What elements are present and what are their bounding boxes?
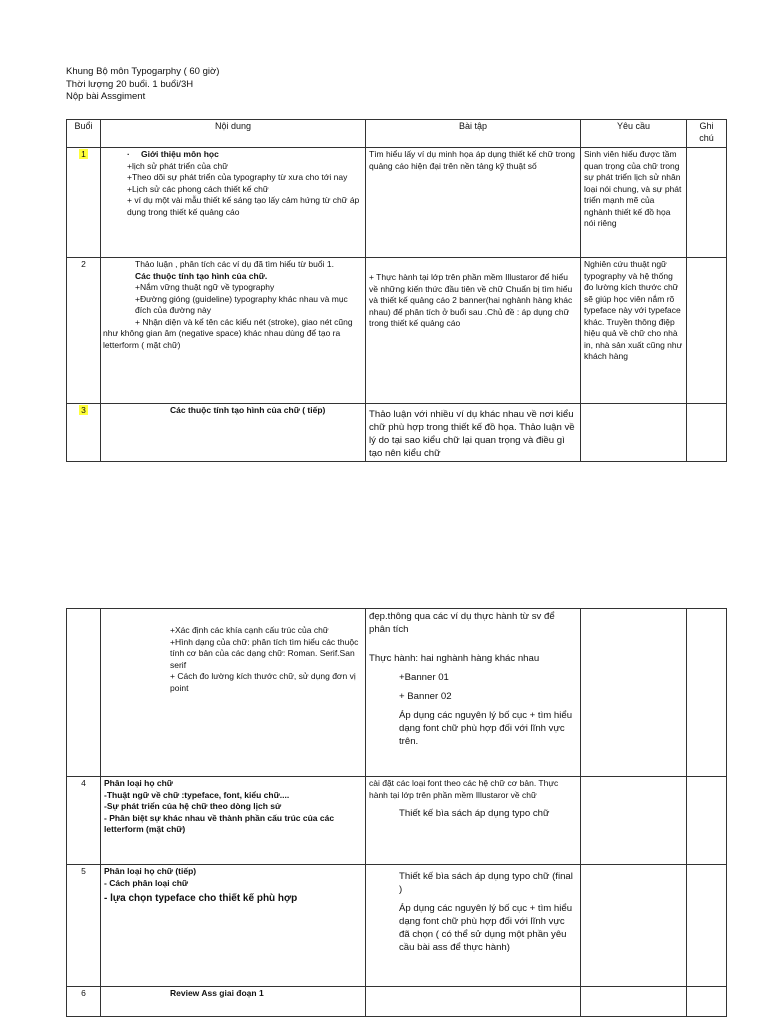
content-title: Các thuộc tính tạo hình của chữ. — [135, 270, 268, 281]
content-line: +Lịch sử các phong cách thiết kế chữ — [127, 183, 269, 194]
content-title: Review Ass giai đoạn 1 — [101, 987, 366, 1017]
content-title: Các thuộc tính tạo hình của chữ ( tiếp) — [101, 404, 366, 462]
table-row — [67, 777, 727, 865]
content-line: +Nắm vững thuật ngữ về typography — [135, 282, 275, 292]
content-line: + ví dụ một vài mẫu thiết kế sáng tạo lấy cảm hứng từ chữ áp dụng trong thiết kế quảng cáo — [127, 195, 360, 217]
content-cell — [101, 258, 366, 404]
note-cell — [687, 865, 727, 987]
header-line-submission: Nộp bài Assgiment — [66, 91, 146, 102]
session-number: 6 — [67, 987, 101, 1017]
exercise-line: Áp dụng các nguyên lý bố cục + tìm hiểu dạng font chữ phù hợp đối với lĩnh vực đã chọn ( có thể sử dụng một phần yêu cầu bài ass để thực hành) — [399, 903, 573, 953]
exercise-line: Thực hành: hai nghành hàng khác nhau — [369, 653, 540, 664]
note-cell — [687, 987, 727, 1017]
content-line: +Xác định các khía cạnh cấu trúc của chữ — [170, 625, 329, 635]
session-number: 3 — [81, 405, 86, 415]
content-line: +Hình dạng của chữ: phân tích tìm hiểu các thuộc tính cơ bản của các dạng chữ: Roman. Serif.San serif — [170, 636, 359, 670]
content-cell — [101, 148, 366, 258]
requirement-cell — [581, 987, 687, 1017]
note-cell — [687, 258, 727, 404]
content-line: + Cách đo lường kích thước chữ, sử dụng đơn vị point — [170, 671, 356, 693]
table-row — [67, 987, 727, 1017]
session-number: 4 — [67, 777, 101, 865]
content-title: Phân loại họ chữ (tiếp) — [104, 866, 197, 876]
exercise-line: +Banner 01 — [399, 672, 449, 683]
requirement-cell: Nghiên cứu thuật ngữ typography và hệ thống đo lường kích thước chữ sẽ giúp học viên nắm rõ typeface này với typeface khác. Truyền thông điệp hiệu quả về chữ cho nhà in, nhà sản xuất cũng như khách hàng — [581, 258, 687, 404]
exercise-line: cài đặt các loại font theo các hệ chữ cơ bản. Thực hành tại lớp trên phần mềm Illustaror về chữ — [369, 778, 559, 800]
column-header-requirement: Yêu cầu — [581, 120, 687, 148]
syllabus-table-page1 — [66, 119, 727, 462]
content-line: -Sự phát triển của hệ chữ theo dòng lịch sử — [104, 801, 282, 811]
document-header — [66, 66, 219, 104]
header-line-duration: Thời lượng 20 buổi. 1 buổi/3H — [66, 78, 194, 90]
content-cell — [101, 777, 366, 865]
session-number-cell — [67, 404, 101, 462]
table-row — [67, 865, 727, 987]
exercise-cell: Thảo luận với nhiều ví dụ khác nhau về nơi kiểu chữ phù hợp trong thiết kế đồ họa. Thảo luận về lý do tại sao kiểu chữ lại quan trọng và điều gì tạo nên kiểu chữ — [366, 404, 581, 462]
column-header-session: Buổi — [67, 120, 101, 148]
session-number: 1 — [81, 149, 86, 159]
exercise-line: Thiết kế bìa sách áp dụng typo chữ — [399, 808, 550, 819]
exercise-cell: Tìm hiểu lấy ví dụ minh họa áp dụng thiết kế chữ trong quảng cáo hiện đại trên nền tảng kỹ thuật số — [366, 148, 581, 258]
note-cell — [687, 404, 727, 462]
content-intro: Thảo luận , phân tích các ví dụ đã tìm hiểu từ buổi 1. — [135, 259, 334, 269]
session-number: 5 — [67, 865, 101, 987]
table-row — [67, 404, 727, 462]
exercise-line: Áp dụng các nguyên lý bố cục + tìm hiểu dạng font chữ phù hợp đối với lĩnh vực trên. — [399, 710, 573, 747]
column-header-note: Ghi chú — [687, 120, 727, 148]
exercise-cell: + Thực hành tại lớp trên phần mềm Illustaror để hiểu về những kiến thức đầu tiên về chữ Chuẩn bị tìm hiểu và thiết kế quảng cáo 2 banner(hai nghành hàng khác nhau) để phân tích ở buổi sau .Chủ đề : áp dụng chữ trong thiết kế quảng cáo — [366, 258, 581, 404]
content-cell — [101, 609, 366, 777]
requirement-cell: Sinh viên hiểu được tầm quan trọng của chữ trong sự phát triển lịch sử nhân loại nói chung, và sự phát triển mạnh mẽ của nghành thiết kế đồ họa nói riêng — [581, 148, 687, 258]
content-line: -Thuật ngữ về chữ :typeface, font, kiểu chữ.... — [104, 789, 290, 800]
exercise-cell — [366, 777, 581, 865]
syllabus-table-page2 — [66, 608, 727, 1017]
exercise-cell — [366, 609, 581, 777]
content-line: - lựa chọn typeface cho thiết kế phù hợp — [104, 893, 298, 904]
note-cell — [687, 777, 727, 865]
content-line: + Nhận diện và kể tên các kiểu nét (stroke), giao nét cũng như không gian âm (negative space) khác nhau dùng để tạo ra letterform ( mặt chữ) — [103, 316, 353, 350]
exercise-line: đẹp.thông qua các ví dụ thực hành từ sv để phân tích — [369, 611, 555, 635]
exercise-line: + Banner 02 — [399, 691, 452, 702]
table-row — [67, 258, 727, 404]
table-row — [67, 148, 727, 258]
content-cell — [101, 865, 366, 987]
note-cell — [687, 148, 727, 258]
exercise-cell — [366, 865, 581, 987]
column-header-exercise: Bài tập — [366, 120, 581, 148]
column-header-content: Nội dung — [101, 120, 366, 148]
session-number: 2 — [67, 258, 101, 404]
exercise-line: Thiết kế bìa sách áp dụng typo chữ (final ) — [399, 871, 573, 895]
content-line: +lịch sử phát triển của chữ — [127, 160, 228, 171]
content-line: +Theo dõi sự phát triển của typography từ xưa cho tới nay — [127, 172, 348, 182]
content-title: · Giới thiệu môn học — [127, 149, 219, 159]
requirement-cell — [581, 609, 687, 777]
content-title: Phân loại họ chữ — [104, 778, 173, 788]
note-cell — [687, 609, 727, 777]
content-line: - Cách phân loại chữ — [104, 877, 189, 888]
exercise-cell — [366, 987, 581, 1017]
requirement-cell — [581, 777, 687, 865]
header-line-course: Khung Bộ môn Typogarphy ( 60 giờ) — [66, 66, 220, 77]
session-number-cell — [67, 148, 101, 258]
content-line: - Phân biệt sự khác nhau về thành phần cấu trúc của các letterform (mặt chữ) — [104, 812, 335, 834]
content-line: +Đường gióng (guideline) typography khác nhau và mục đích của đường này — [135, 293, 348, 315]
session-number-cell — [67, 609, 101, 777]
requirement-cell — [581, 404, 687, 462]
table-row — [67, 609, 727, 777]
requirement-cell — [581, 865, 687, 987]
